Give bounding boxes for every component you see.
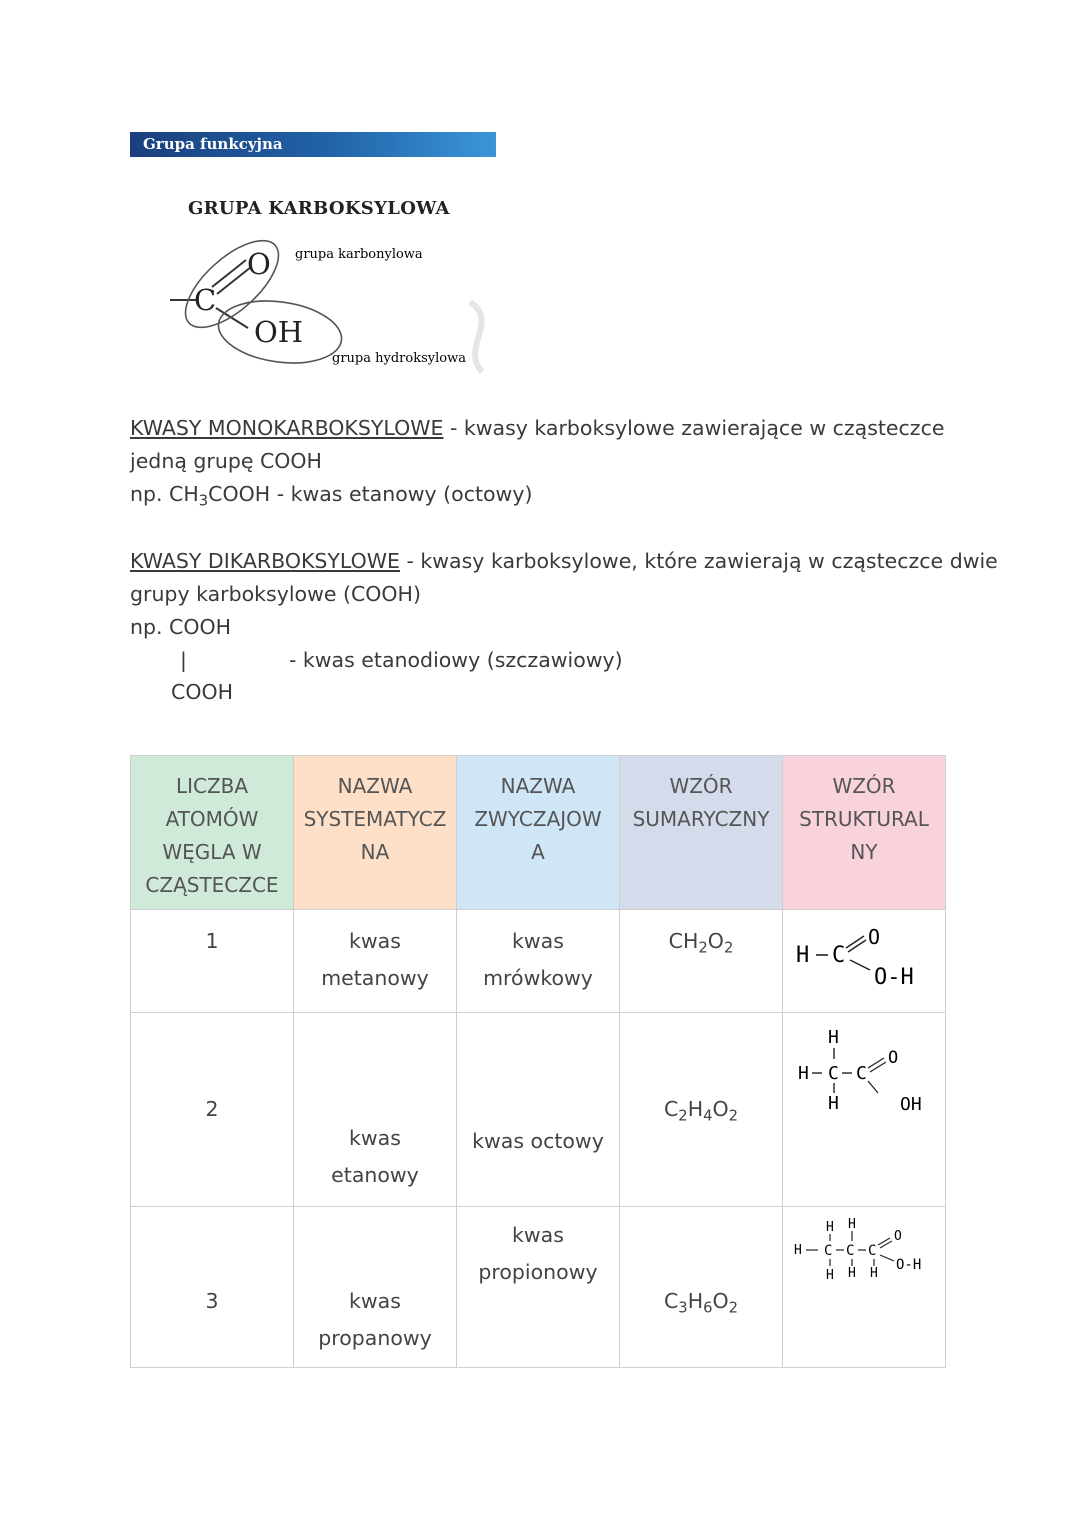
svg-text:H: H [828,1027,839,1048]
header-common-name: NAZWA ZWYCZAJOW A [457,756,620,910]
cell-structure [783,1207,946,1368]
svg-text:H: H [828,1093,839,1114]
svg-text:OH: OH [900,1094,922,1115]
svg-text:H: H [826,1268,834,1283]
cell-systematic: kwas etanowy [294,1013,457,1207]
atom-oh: OH [254,315,304,349]
atom-c: C [194,283,217,317]
svg-text:H: H [794,1243,802,1258]
cell-count: 1 [131,910,294,1013]
figure-title: GRUPA KARBOKSYLOWA [188,198,450,219]
mono-term: KWASY MONOKARBOKSYLOWE [130,416,444,440]
di-example-line3: COOH [171,680,234,704]
svg-text:H: H [848,1217,856,1232]
svg-text:H: H [826,1220,834,1235]
cell-common: kwas mrówkowy [457,910,620,1013]
svg-text:C: C [846,1243,855,1259]
table-row [131,1207,946,1368]
cell-structure [783,910,946,1013]
acids-table [130,755,946,1368]
svg-text:C: C [868,1243,877,1259]
carboxyl-diagram [130,132,496,377]
svg-text:O: O [894,1229,902,1244]
svg-text:O: O [888,1048,899,1068]
cell-formula: $CH_2O_2$ [620,910,783,1013]
table-header-row [131,756,946,910]
table-row [131,910,946,1013]
cell-count: 3 [131,1207,294,1368]
svg-text:H: H [796,943,810,968]
mono-example: np. $CH_3COOH$ - kwas etanowy (octowy) [130,482,533,510]
svg-text:O-H: O-H [896,1257,922,1273]
di-example-name: - kwas etanodiowy (szczawiowy) [289,648,623,672]
header-systematic-name: NAZWA SYSTEMATYCZ NA [294,756,457,910]
svg-text:H: H [848,1266,856,1281]
table-row [131,1013,946,1207]
formic-acid-structure [784,910,944,1000]
cell-structure [783,1013,946,1207]
hydroxyl-label: grupa hydroksylowa [332,351,466,366]
mono-def1: - kwasy karboksylowe zawierające w cząsteczce [443,416,945,440]
di-example-line1: np. COOH [130,615,232,639]
cell-systematic: kwas metanowy [294,910,457,1013]
carbonyl-label: grupa karbonylowa [295,247,423,262]
di-example-bond: | [180,648,187,672]
header-structural-formula: WZÓR STRUKTURAL NY [783,756,946,910]
cell-common: kwas propionowy [457,1207,620,1368]
cell-common: kwas octowy [457,1013,620,1207]
svg-text:H: H [798,1063,809,1084]
cell-formula: $C_3H_6O_2$ [620,1207,783,1368]
cell-formula: $C_2H_4O_2$ [620,1013,783,1207]
mono-definition-line2: jedną grupę COOH [130,449,322,473]
acetic-acid-structure [784,1013,944,1123]
di-definition-line1 [130,545,998,578]
carboxyl-group-figure [130,132,496,377]
svg-text:C: C [828,1063,839,1084]
cell-systematic: kwas propanowy [294,1207,457,1368]
di-def1: - kwasy karboksylowe, które zawierają w cząsteczce dwie [399,549,998,573]
svg-text:O-H: O-H [874,965,914,990]
figure-banner: Grupa funkcyjna [130,132,496,157]
di-definition-line2: grupy karboksylowe (COOH) [130,582,421,606]
svg-text:H: H [870,1266,878,1281]
di-term: KWASY DIKARBOKSYLOWE [130,549,400,573]
atom-o: O [247,247,271,281]
header-carbon-count: LICZBA ATOMÓW WĘGLA W CZĄSTECZCE [131,756,294,910]
cell-count: 2 [131,1013,294,1207]
mono-definition-line1 [130,412,944,445]
svg-text:O: O [868,925,881,949]
propionic-acid-structure [784,1207,944,1297]
header-molecular-formula: WZÓR SUMARYCZNY [620,756,783,910]
svg-text:C: C [824,1243,833,1259]
svg-text:C: C [856,1063,867,1084]
svg-text:C: C [832,943,846,968]
